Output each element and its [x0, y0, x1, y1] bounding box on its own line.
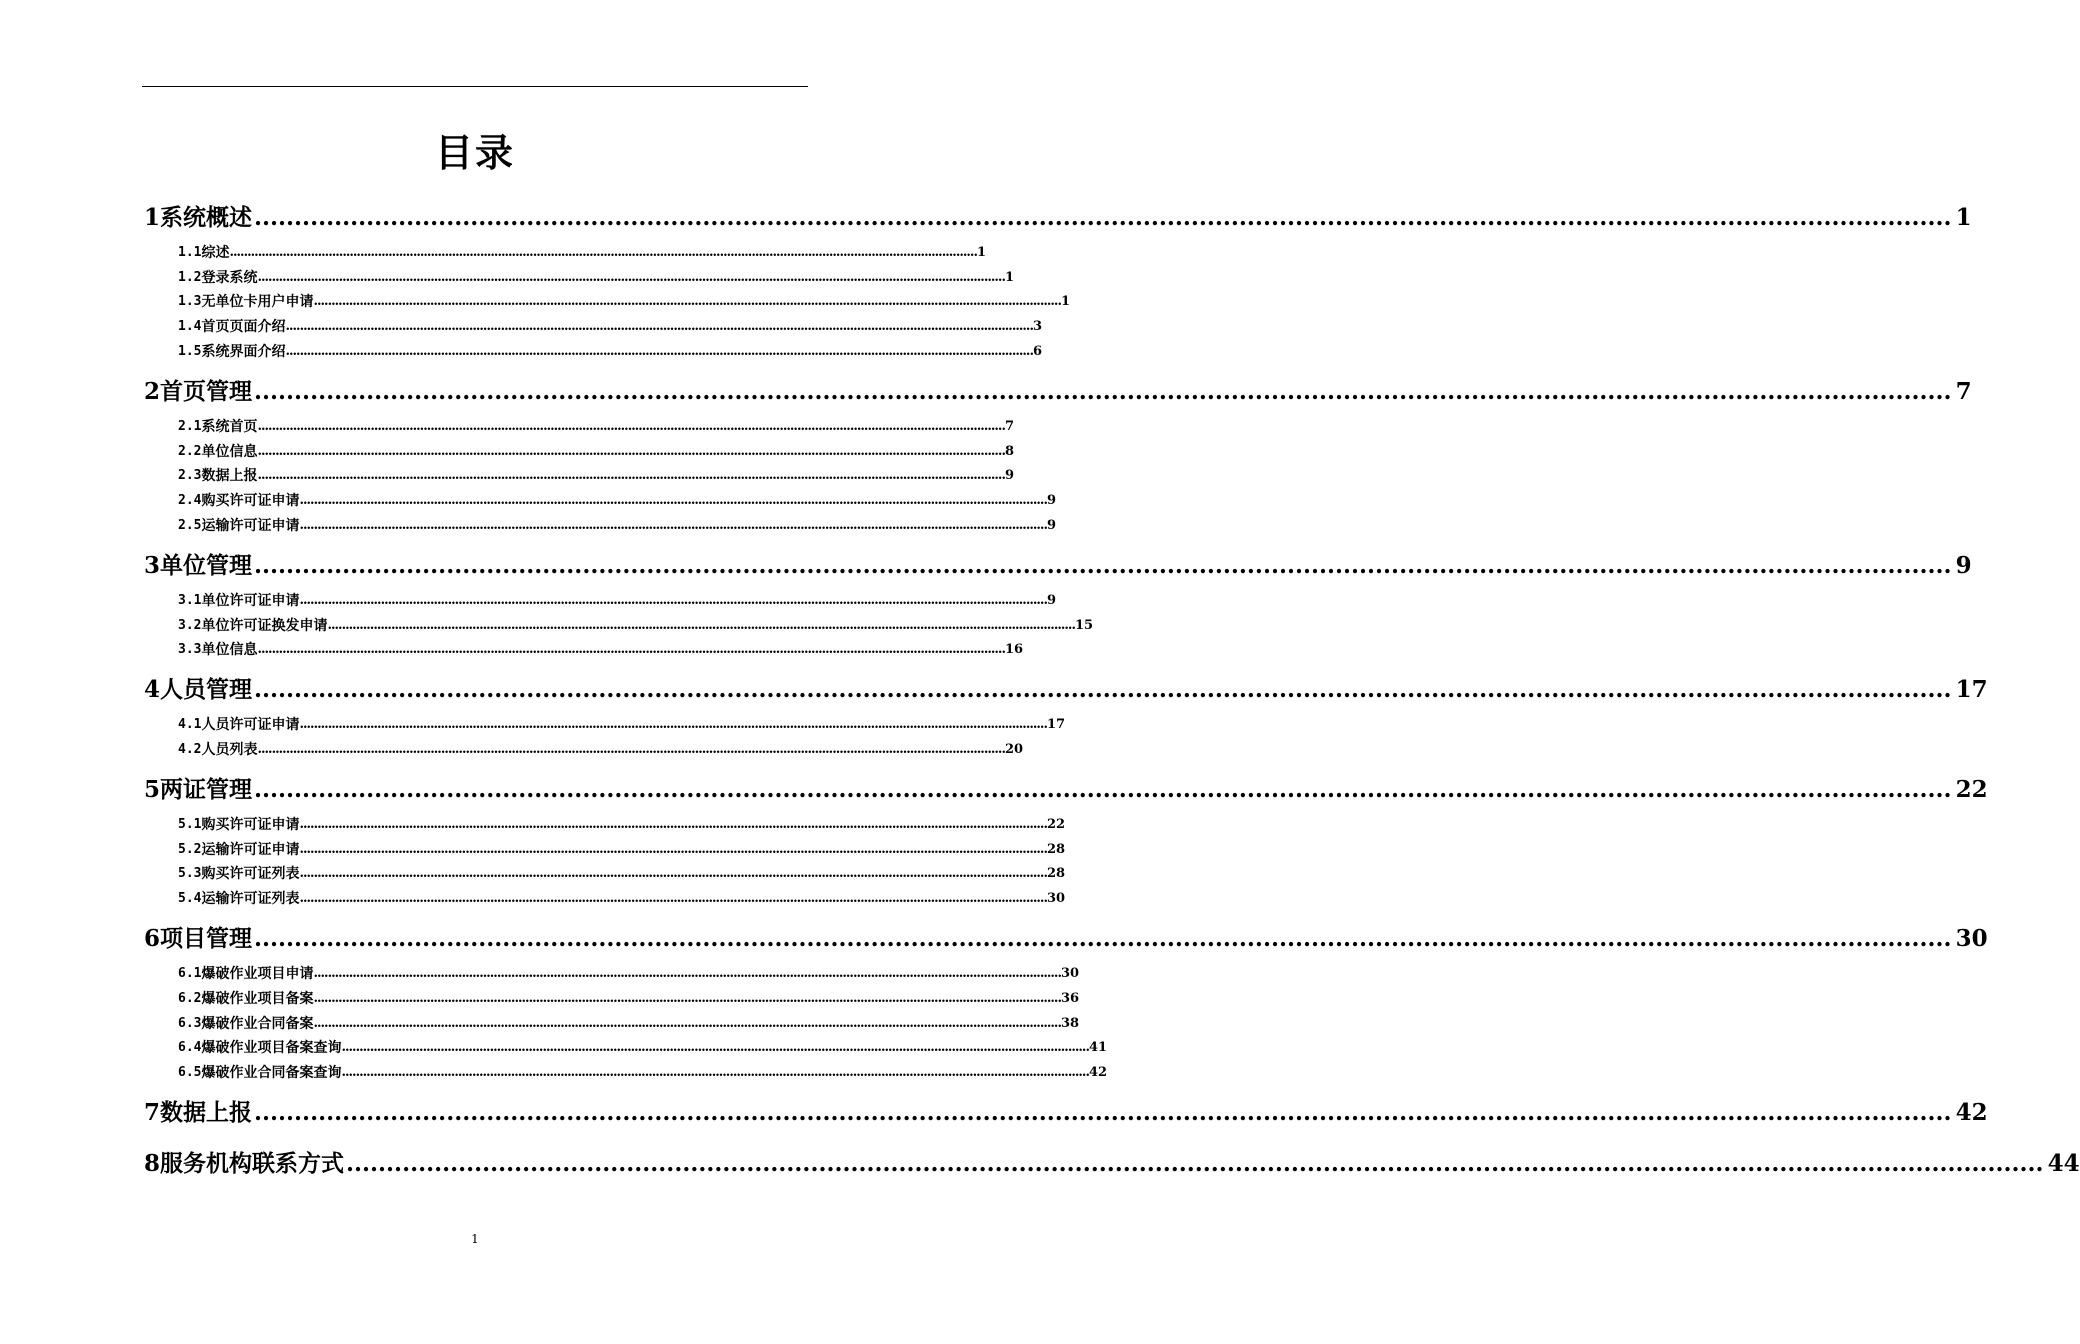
section-number: 2.4	[178, 493, 202, 509]
chapter-title: 人员管理	[160, 676, 253, 704]
section-group	[142, 954, 1108, 1090]
dot-leader: ....................................................................................................................................................................................................................	[257, 443, 1005, 459]
section-number: 1.2	[178, 269, 202, 285]
chapter-title: 项目管理	[160, 925, 253, 953]
toc-section-4-2[interactable]	[142, 735, 1024, 760]
section-number: 4.1	[178, 717, 202, 733]
section-page-number: 22	[1046, 816, 1066, 832]
section-number: 2.3	[178, 468, 202, 484]
chapter-number: 3	[144, 551, 161, 579]
dot-leader: ....................................................................................................................................................................................................................	[346, 1150, 2044, 1178]
section-title: 综述	[201, 244, 230, 261]
toc-section-1-2[interactable]	[142, 263, 1015, 288]
dot-leader: ....................................................................................................................................................................................................................	[313, 1015, 1061, 1031]
section-title: 单位许可证申请	[201, 592, 300, 609]
toc-section-2-2[interactable]	[142, 437, 1015, 462]
table-of-contents	[142, 195, 2080, 1192]
chapter-page-number: 44	[2047, 1150, 2080, 1178]
dot-leader: ....................................................................................................................................................................................................................	[254, 1099, 1952, 1127]
section-page-number: 1	[1060, 294, 1071, 310]
dot-leader: ....................................................................................................................................................................................................................	[299, 717, 1047, 733]
section-page-number: 28	[1046, 866, 1066, 882]
dot-leader: ....................................................................................................................................................................................................................	[313, 294, 1061, 310]
chapter-number: 8	[144, 1150, 161, 1178]
section-page-number: 42	[1088, 1065, 1108, 1081]
section-group	[142, 705, 1066, 767]
toc-section-3-2[interactable]	[142, 611, 1094, 636]
section-title: 登录系统	[201, 269, 258, 286]
dot-leader: ....................................................................................................................................................................................................................	[257, 642, 1005, 658]
chapter-title: 单位管理	[160, 551, 253, 579]
dot-leader: ....................................................................................................................................................................................................................	[257, 418, 1005, 434]
section-title: 运输许可证列表	[201, 891, 300, 908]
section-group	[142, 581, 1094, 667]
dot-leader: ....................................................................................................................................................................................................................	[299, 816, 1047, 832]
dot-leader: ....................................................................................................................................................................................................................	[327, 617, 1075, 633]
chapter-number: 5	[144, 775, 161, 803]
chapter-title: 两证管理	[160, 775, 253, 803]
toc-section-1-1[interactable]	[142, 238, 987, 263]
chapter-title: 服务机构联系方式	[160, 1150, 345, 1178]
section-title: 爆破作业项目申请	[201, 965, 314, 982]
dot-leader: ....................................................................................................................................................................................................................	[341, 1065, 1089, 1081]
section-page-number: 30	[1060, 965, 1080, 981]
dot-leader: ....................................................................................................................................................................................................................	[313, 990, 1061, 1006]
toc-section-2-4[interactable]	[142, 486, 1057, 511]
section-page-number: 9	[1046, 517, 1057, 533]
section-number: 5.3	[178, 866, 202, 882]
section-number: 2.5	[178, 517, 202, 533]
section-title: 数据上报	[201, 468, 258, 485]
section-page-number: 9	[1004, 468, 1015, 484]
section-page-number: 7	[1004, 418, 1015, 434]
section-page-number: 41	[1088, 1040, 1108, 1056]
toc-section-3-3[interactable]	[142, 636, 1024, 661]
toc-section-6-3[interactable]	[142, 1009, 1080, 1034]
section-number: 6.2	[178, 990, 202, 1006]
toc-section-6-2[interactable]	[142, 984, 1080, 1009]
section-page-number: 1	[1004, 269, 1015, 285]
dot-leader: ....................................................................................................................................................................................................................	[254, 377, 1952, 405]
section-title: 购买许可证申请	[201, 816, 300, 833]
toc-section-3-1[interactable]	[142, 586, 1057, 611]
section-number: 4.2	[178, 741, 202, 757]
toc-chapter-7[interactable]	[142, 1090, 1988, 1128]
chapter-spacer	[142, 1128, 808, 1141]
toc-section-5-4[interactable]	[142, 884, 1066, 909]
chapter-number: 4	[144, 676, 161, 704]
section-group	[142, 233, 1071, 369]
section-title: 无单位卡用户申请	[201, 294, 314, 311]
chapter-page-number: 42	[1955, 1099, 1988, 1127]
toc-section-1-5[interactable]	[142, 337, 1043, 362]
section-title: 购买许可证申请	[201, 493, 300, 510]
section-title: 人员列表	[201, 741, 258, 758]
section-title: 系统界面介绍	[201, 343, 286, 360]
section-group	[142, 407, 1057, 543]
section-page-number: 15	[1074, 617, 1094, 633]
toc-section-2-5[interactable]	[142, 511, 1057, 536]
chapter-spacer	[142, 1179, 808, 1192]
section-page-number: 38	[1060, 1015, 1080, 1031]
section-title: 单位信息	[201, 443, 258, 460]
section-number: 5.2	[178, 841, 202, 857]
section-page-number: 28	[1046, 841, 1066, 857]
dot-leader: ....................................................................................................................................................................................................................	[299, 841, 1047, 857]
page-number-footer: 1	[471, 1232, 479, 1246]
section-page-number: 30	[1046, 891, 1066, 907]
toc-chapter-1[interactable]	[142, 195, 1972, 233]
dot-leader: ....................................................................................................................................................................................................................	[254, 551, 1952, 579]
toc-section-5-2[interactable]	[142, 835, 1066, 860]
toc-chapter-8[interactable]	[142, 1141, 2080, 1179]
section-title: 爆破作业合同备案	[201, 1015, 314, 1032]
toc-section-6-4[interactable]	[142, 1034, 1108, 1059]
section-title: 单位信息	[201, 642, 258, 659]
dot-leader: ....................................................................................................................................................................................................................	[254, 775, 1952, 803]
section-title: 购买许可证列表	[201, 866, 300, 883]
chapter-title: 系统概述	[160, 204, 253, 231]
chapter-title: 首页管理	[160, 377, 253, 405]
section-number: 6.1	[178, 965, 202, 981]
section-page-number: 8	[1004, 443, 1015, 459]
section-group	[142, 805, 1066, 916]
dot-leader: ....................................................................................................................................................................................................................	[299, 866, 1047, 882]
dot-leader: ....................................................................................................................................................................................................................	[257, 269, 1005, 285]
chapter-number: 1	[144, 204, 161, 231]
section-page-number: 36	[1060, 990, 1080, 1006]
section-title: 运输许可证申请	[201, 517, 300, 534]
section-title: 爆破作业项目备案	[201, 990, 314, 1007]
section-number: 1.5	[178, 343, 202, 359]
toc-section-5-3[interactable]	[142, 860, 1066, 885]
dot-leader: ....................................................................................................................................................................................................................	[299, 493, 1047, 509]
dot-leader: ....................................................................................................................................................................................................................	[285, 343, 1033, 359]
section-number: 3.3	[178, 642, 202, 658]
dot-leader: ....................................................................................................................................................................................................................	[299, 517, 1047, 533]
toc-chapter-5[interactable]	[142, 767, 1988, 805]
toc-chapter-6[interactable]	[142, 916, 1988, 954]
section-number: 6.3	[178, 1015, 202, 1031]
chapter-number: 2	[144, 377, 161, 405]
section-number: 1.4	[178, 319, 202, 335]
section-number: 1.1	[178, 244, 202, 260]
section-number: 6.4	[178, 1040, 202, 1056]
section-page-number: 9	[1046, 592, 1057, 608]
toc-chapter-3[interactable]	[142, 543, 1972, 581]
toc-section-2-1[interactable]	[142, 412, 1015, 437]
section-page-number: 1	[976, 244, 987, 260]
section-number: 3.1	[178, 592, 202, 608]
section-page-number: 16	[1004, 642, 1024, 658]
toc-section-2-3[interactable]	[142, 462, 1015, 487]
chapter-page-number: 30	[1955, 925, 1988, 953]
section-page-number: 17	[1046, 717, 1066, 733]
chapter-title: 数据上报	[160, 1099, 253, 1127]
dot-leader: ....................................................................................................................................................................................................................	[257, 468, 1005, 484]
toc-chapter-4[interactable]	[142, 667, 1988, 705]
section-title: 人员许可证申请	[201, 717, 300, 734]
toc-section-6-5[interactable]	[142, 1058, 1108, 1083]
section-title: 系统首页	[201, 418, 258, 435]
section-number: 5.1	[178, 816, 202, 832]
section-page-number: 6	[1032, 343, 1043, 359]
toc-section-1-4[interactable]	[142, 312, 1043, 337]
section-page-number: 3	[1032, 319, 1043, 335]
section-number: 2.2	[178, 443, 202, 459]
section-number: 3.2	[178, 617, 202, 633]
section-title: 首页页面介绍	[201, 319, 286, 336]
section-title: 运输许可证申请	[201, 841, 300, 858]
section-title: 单位许可证换发申请	[201, 617, 328, 634]
dot-leader: ....................................................................................................................................................................................................................	[229, 244, 977, 260]
section-page-number: 20	[1004, 741, 1024, 757]
page-title: 目录	[434, 130, 515, 175]
dot-leader: ....................................................................................................................................................................................................................	[299, 592, 1047, 608]
chapter-page-number: 1	[1955, 204, 1972, 231]
dot-leader: ....................................................................................................................................................................................................................	[285, 319, 1033, 335]
toc-section-4-1[interactable]	[142, 710, 1066, 735]
toc-section-5-1[interactable]	[142, 810, 1066, 835]
section-title: 爆破作业合同备案查询	[201, 1065, 342, 1082]
dot-leader: ....................................................................................................................................................................................................................	[254, 204, 1952, 231]
chapter-page-number: 22	[1955, 775, 1988, 803]
toc-section-1-3[interactable]	[142, 288, 1071, 313]
dot-leader: ....................................................................................................................................................................................................................	[254, 676, 1952, 704]
chapter-page-number: 17	[1955, 676, 1988, 704]
section-number: 1.3	[178, 294, 202, 310]
chapter-page-number: 9	[1955, 551, 1972, 579]
chapter-number: 6	[144, 925, 161, 953]
section-number: 5.4	[178, 891, 202, 907]
section-page-number: 9	[1046, 493, 1057, 509]
dot-leader: ....................................................................................................................................................................................................................	[299, 891, 1047, 907]
chapter-page-number: 7	[1955, 377, 1972, 405]
header-rule	[142, 86, 808, 87]
section-title: 爆破作业项目备案查询	[201, 1040, 342, 1057]
section-number: 2.1	[178, 418, 202, 434]
toc-chapter-2[interactable]	[142, 369, 1972, 407]
dot-leader: ....................................................................................................................................................................................................................	[254, 925, 1952, 953]
section-number: 6.5	[178, 1065, 202, 1081]
dot-leader: ....................................................................................................................................................................................................................	[313, 965, 1061, 981]
chapter-number: 7	[144, 1099, 161, 1127]
dot-leader: ....................................................................................................................................................................................................................	[341, 1040, 1089, 1056]
dot-leader: ....................................................................................................................................................................................................................	[257, 741, 1005, 757]
toc-section-6-1[interactable]	[142, 959, 1080, 984]
